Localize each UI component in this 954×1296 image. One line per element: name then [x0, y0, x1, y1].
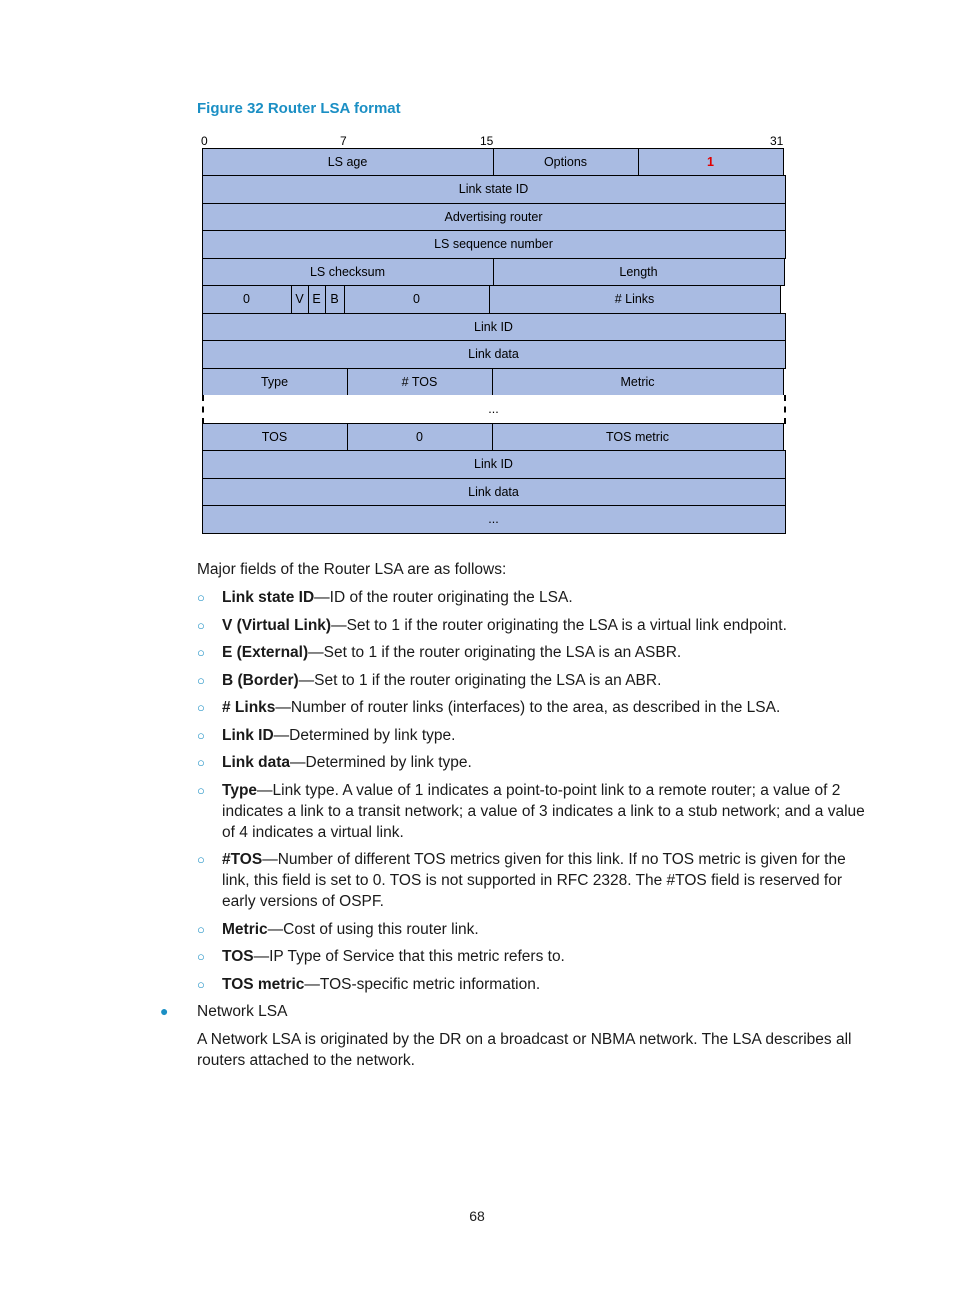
field-link-state-id: Link state ID	[202, 175, 786, 204]
field-num-tos: # TOS	[347, 368, 493, 397]
lsa-row	[202, 478, 786, 506]
item-desc: —TOS-specific metric information.	[304, 975, 541, 993]
field-length: Length	[493, 258, 785, 287]
lsa-row	[202, 176, 786, 204]
router-lsa-diagram	[202, 148, 786, 533]
network-lsa-label: Network LSA	[197, 1003, 288, 1020]
item-term: Link data	[222, 754, 291, 771]
field-advertising-router: Advertising router	[202, 203, 786, 232]
field-tos-metric: TOS metric	[492, 423, 784, 452]
field-e-bit: E	[308, 285, 326, 314]
item-desc: —IP Type of Service that this metric refers to.	[253, 948, 565, 965]
item-term: Metric	[222, 920, 268, 938]
circle-bullet-icon: ○	[197, 976, 205, 992]
field-options: Options	[493, 148, 639, 177]
field-tos: TOS	[202, 423, 348, 452]
intro-text: Major fields of the Router LSA are as follows:	[197, 561, 507, 578]
lsa-row	[202, 258, 786, 286]
field-ls-checksum: LS checksum	[202, 258, 494, 287]
list-item	[197, 670, 867, 691]
lsa-row	[202, 231, 786, 259]
item-term: B (Border)	[222, 671, 299, 689]
item-desc: —Link type. A value of 1 indicates a point-to-point link to a remote router; a value of 2 indicates a link to a transit network; a value of 3 indicates a link to a stub network; and a value of 4 indicates a virtual link.	[222, 781, 865, 841]
item-term: TOS	[222, 948, 254, 965]
field-link-id: Link ID	[202, 313, 786, 342]
field-list	[197, 587, 867, 1001]
field-ellipsis: ...	[202, 505, 786, 534]
lsa-row	[202, 286, 786, 314]
list-item	[197, 919, 867, 940]
field-zero: 0	[202, 285, 292, 314]
item-term: # Links	[222, 699, 276, 716]
lsa-row	[202, 368, 786, 396]
field-type: Type	[202, 368, 348, 397]
lsa-row	[202, 313, 786, 341]
list-item	[197, 697, 867, 718]
circle-bullet-icon: ○	[197, 921, 205, 937]
circle-bullet-icon: ○	[197, 590, 205, 605]
field-link-data: Link data	[202, 340, 786, 369]
list-item	[197, 725, 867, 746]
item-term: #TOS	[222, 851, 263, 868]
circle-bullet-icon: ○	[197, 727, 205, 743]
field-marker: 1	[638, 148, 784, 177]
item-desc: —Set to 1 if the router originating the LSA is a virtual link endpoint.	[331, 616, 787, 634]
list-item	[197, 587, 867, 608]
field-link-id: Link ID	[202, 450, 786, 479]
field-num-links: # Links	[489, 285, 781, 314]
item-desc: —Set to 1 if the router originating the LSA is an ABR.	[298, 671, 662, 689]
field-zero: 0	[344, 285, 490, 314]
list-item	[197, 849, 867, 912]
list-item	[197, 780, 867, 843]
lsa-row	[202, 341, 786, 369]
item-desc: —Set to 1 if the router originating the LSA is an ASBR.	[308, 644, 682, 661]
list-item	[197, 615, 867, 636]
lsa-row	[202, 506, 786, 534]
circle-bullet-icon: ○	[197, 852, 205, 867]
item-term: V (Virtual Link)	[222, 616, 332, 634]
item-term: TOS metric	[222, 975, 305, 993]
field-b-bit: B	[325, 285, 345, 314]
circle-bullet-icon: ○	[197, 672, 205, 688]
lsa-row	[202, 423, 786, 451]
lsa-row	[202, 396, 786, 424]
item-desc: —Number of different TOS metrics given for this link. If no TOS metric is given for the link, this field is set to 0. TOS is not supported in RFC 2328. The #TOS field is reserved for early versions of OSPF.	[222, 851, 846, 910]
bit-label-15: 15	[480, 134, 494, 148]
field-v-bit: V	[291, 285, 309, 314]
field-ellipsis: ...	[202, 395, 786, 424]
list-item	[197, 752, 867, 773]
circle-bullet-icon: ○	[197, 949, 205, 964]
bit-label-0: 0	[201, 134, 208, 148]
item-term: Type	[222, 781, 258, 799]
lsa-row	[202, 451, 786, 479]
field-link-data: Link data	[202, 478, 786, 507]
item-desc: —Number of router links (interfaces) to the area, as described in the LSA.	[275, 699, 781, 716]
figure-title: Figure 32 Router LSA format	[197, 100, 401, 117]
field-ls-age: LS age	[202, 148, 494, 177]
bit-label-7: 7	[340, 134, 347, 148]
circle-bullet-icon: ○	[197, 755, 205, 770]
list-item	[197, 946, 867, 967]
field-zero: 0	[347, 423, 493, 452]
item-desc: —Determined by link type.	[290, 754, 472, 771]
dot-bullet-icon: ●	[160, 1003, 169, 1019]
field-metric: Metric	[492, 368, 784, 397]
circle-bullet-icon: ○	[197, 782, 205, 798]
circle-bullet-icon: ○	[197, 645, 205, 660]
lsa-row	[202, 148, 786, 176]
item-desc: —Cost of using this router link.	[267, 920, 479, 938]
field-ls-sequence-number: LS sequence number	[202, 230, 786, 259]
circle-bullet-icon: ○	[197, 617, 205, 633]
item-term: Link state ID	[222, 589, 315, 606]
network-lsa-description: A Network LSA is originated by the DR on a broadcast or NBMA network. The LSA describes all routers attached to the network.	[197, 1031, 852, 1069]
page-number: 68	[469, 1208, 485, 1224]
bit-label-31: 31	[770, 134, 784, 148]
lsa-row	[202, 203, 786, 231]
list-item	[197, 974, 867, 995]
item-desc: —Determined by link type.	[273, 726, 456, 744]
item-term: Link ID	[222, 726, 274, 744]
item-term: E (External)	[222, 644, 309, 661]
circle-bullet-icon: ○	[197, 700, 205, 715]
list-item	[197, 642, 867, 663]
item-desc: —ID of the router originating the LSA.	[314, 589, 573, 606]
